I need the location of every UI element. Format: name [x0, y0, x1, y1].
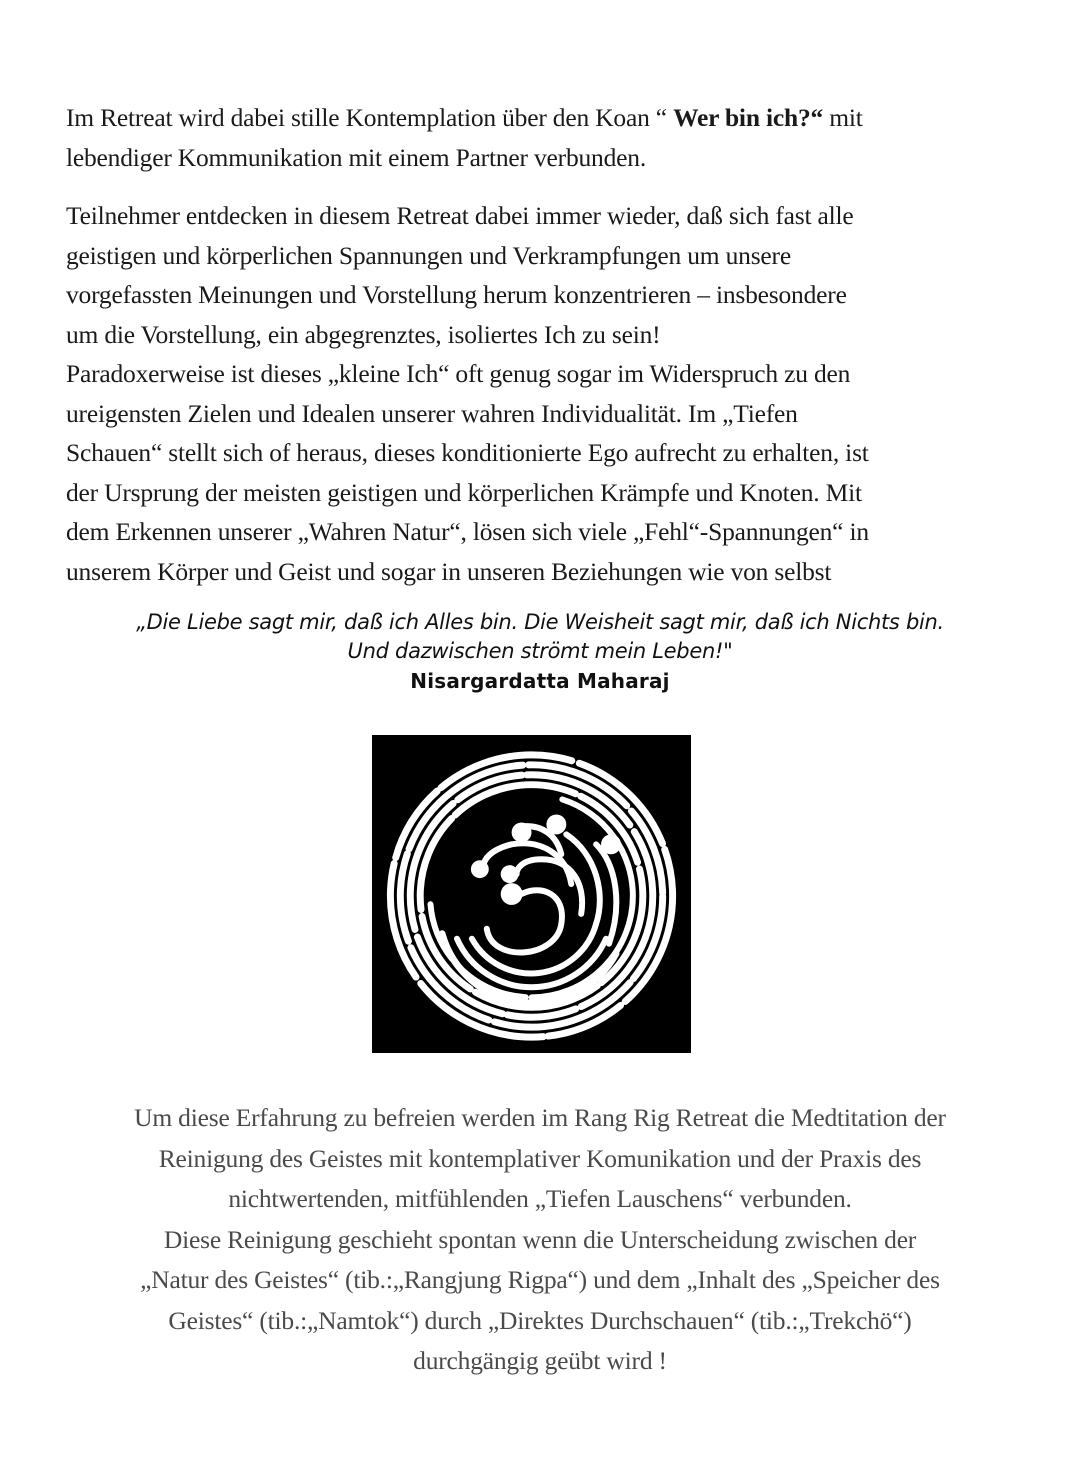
body-line: Paradoxerweise ist dieses „kleine Ich“ oft genug sogar im Widerspruch zu den [66, 359, 851, 388]
body-line: ureigensten Zielen und Idealen unserer wahren Individualität. Im „Tiefen [66, 398, 798, 428]
closing-line: nichtwertenden, mitfühlenden „Tiefen Lauschens“ verbunden. [228, 1184, 852, 1213]
quote-author: Nisargardatta Maharaj [410, 669, 670, 693]
quote-line-2: Und dazwischen strömt mein Leben!" [347, 639, 733, 663]
wave-spiral-icon [372, 735, 691, 1053]
intro-line-2: lebendiger Kommunikation mit einem Partner verbunden. [66, 142, 646, 172]
quote-line-1: „Die Liebe sagt mir, daß ich Alles bin. Die Weisheit sagt mir, daß ich Nichts bin. [136, 610, 944, 634]
closing-line: Reinigung des Geistes mit kontemplativer Komunikation und der Praxis des [158, 1143, 922, 1173]
body-line: geistigen und körperlichen Spannungen und Verkrampfungen um unsere [66, 240, 791, 270]
intro-text: Im Retreat wird dabei stille Kontemplation über den Koan “ [66, 103, 674, 132]
closing-line: „Natur des Geistes“ (tib.:„Rangjung Rigpa“) und dem „Inhalt des „Speicher des [140, 1265, 940, 1294]
body-line: dem Erkennen unserer „Wahren Natur“, lösen sich viele „Fehl“-Spannungen“ in [66, 517, 869, 546]
body-line: Teilnehmer entdecken in diesem Retreat dabei immer wieder, daß sich fast alle [66, 201, 854, 230]
body-line: der Ursprung der meisten geistigen und körperlichen Krämpfe und Knoten. Mit [66, 477, 862, 507]
intro-text-end: mit [823, 103, 863, 132]
closing-line: durchgängig geübt wird ! [413, 1346, 667, 1375]
koan-question: Wer bin ich?“ [673, 103, 824, 132]
wave-spiral-emblem [372, 735, 691, 1053]
intro-line-1 [66, 98, 1026, 138]
body-line: unserem Körper und Geist und sogar in unseren Beziehungen wie von selbst [66, 556, 832, 586]
quote-block [60, 608, 1020, 696]
closing-paragraph [60, 1098, 1020, 1382]
closing-line: Geistes“ (tib.:„Namtok“) durch „Direktes Durchschauen“ (tib.:„Trekchö“) [168, 1305, 912, 1335]
body-paragraph [66, 196, 1026, 591]
body-line: vorgefassten Meinungen und Vorstellung herum konzentrieren – insbesondere [66, 280, 847, 309]
closing-line: Um diese Erfahrung zu befreien werden im Rang Rig Retreat die Medtitation der [134, 1103, 946, 1132]
closing-line: Diese Reinigung geschieht spontan wenn die Unterscheidung zwischen der [163, 1224, 917, 1254]
body-line: Schauen“ stellt sich of heraus, dieses konditionierte Ego aufrecht zu erhalten, ist [66, 438, 869, 467]
body-line: um die Vorstellung, ein abgegrenztes, isoliertes Ich zu sein! [66, 319, 661, 349]
intro-paragraph [66, 98, 1026, 177]
